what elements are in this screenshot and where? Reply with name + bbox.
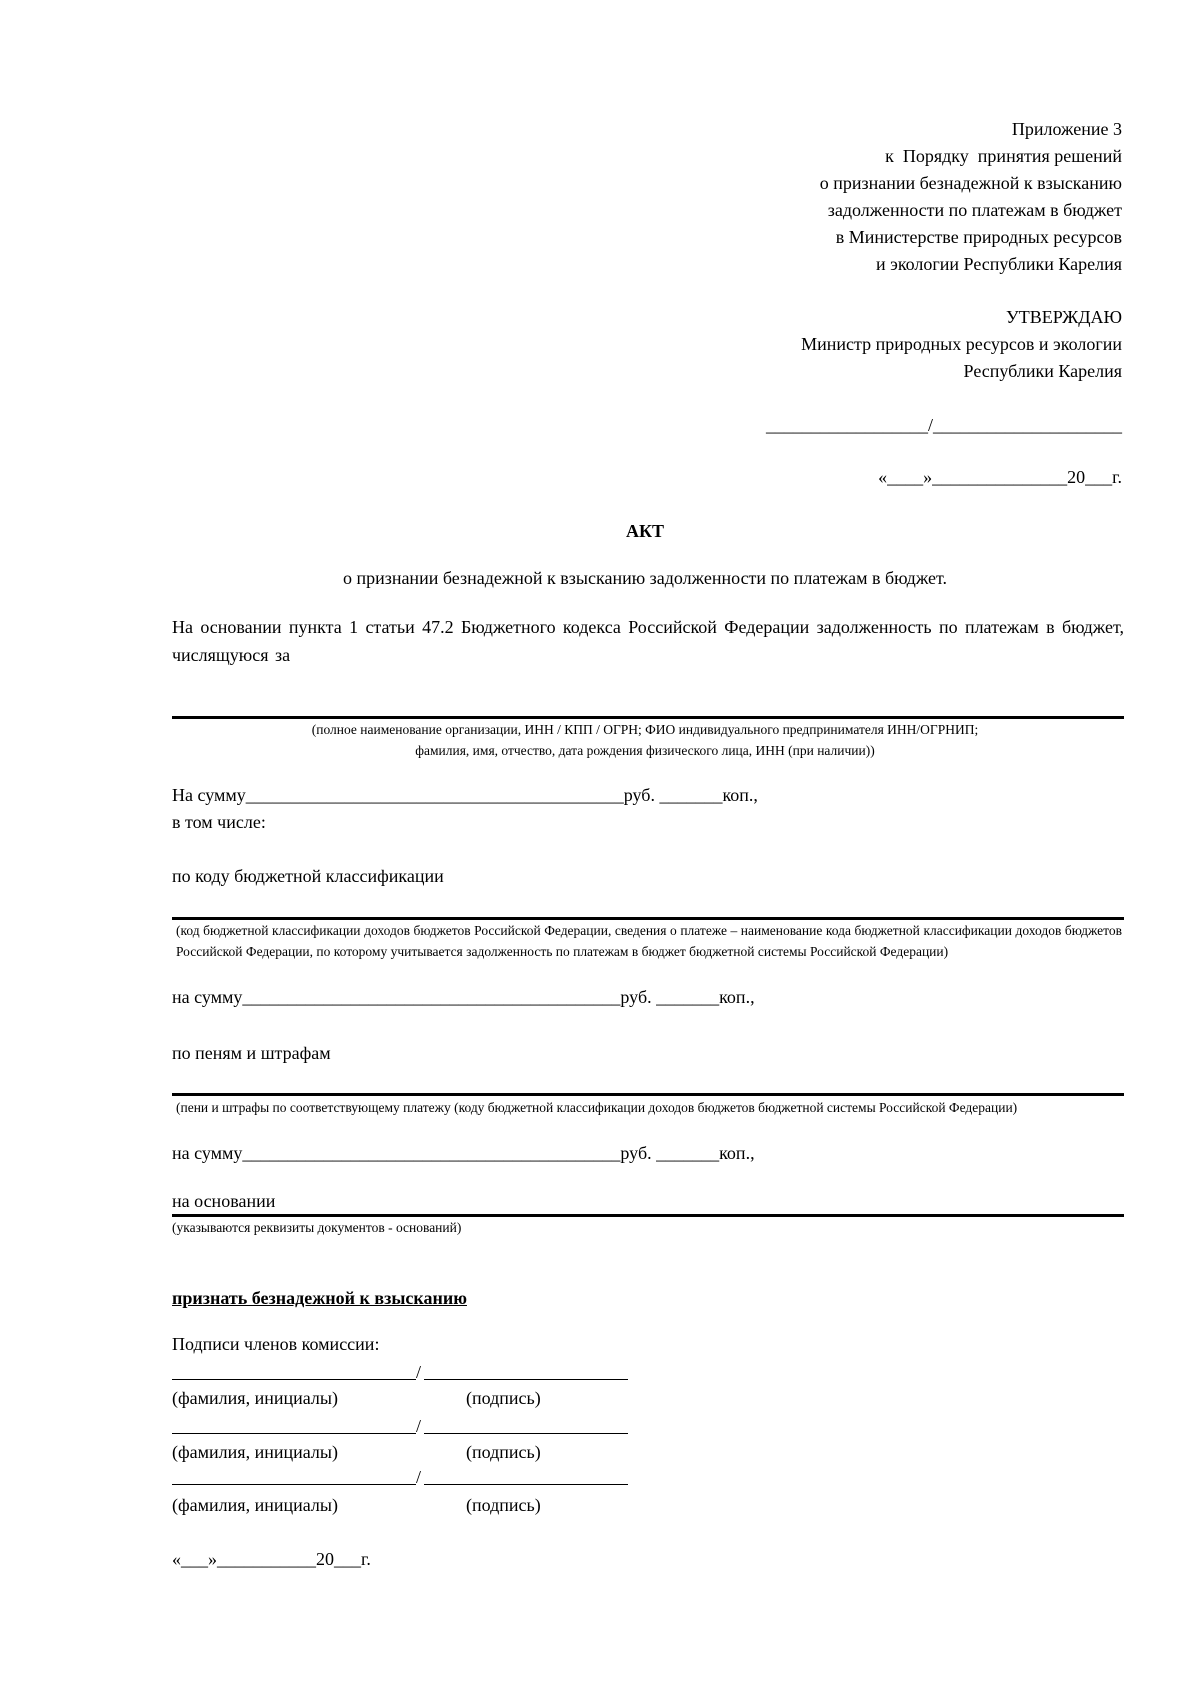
appendix-line-4: задолженности по платежам в бюджет: [827, 200, 1122, 220]
penalties-field-line[interactable]: [172, 1093, 1124, 1096]
member-2-sign-hint: (подпись): [466, 1442, 541, 1462]
member-1-sign-line[interactable]: [424, 1379, 628, 1380]
member-1-name-hint: (фамилия, инициалы): [172, 1388, 338, 1408]
org-hint-2: фамилия, имя, отчество, дата рождения физического лица, ИНН (при наличии)): [415, 743, 875, 758]
kbk-hint: (код бюджетной классификации доходов бюджетов Российской Федерации, сведения о платеже – наименование кода бюджетной классификации доходов бюджетов Российской Федерации, по которому учитывается задолженность по платежам в бюджет бюджетной системы Российской Федерации): [176, 923, 1122, 959]
member-3-sign-line[interactable]: [424, 1484, 628, 1485]
org-field-line[interactable]: [172, 716, 1124, 719]
commission-date-line[interactable]: «___»___________20___г.: [172, 1549, 371, 1569]
act-title: АКТ: [625, 521, 665, 541]
appendix-line-1: Приложение 3: [1011, 119, 1122, 139]
grounds-label: на основании: [172, 1191, 276, 1211]
act-subtitle: о признании безнадежной к взысканию задолженности по платежам в бюджет.: [342, 568, 948, 588]
appendix-line-6: и экологии Республики Карелия: [875, 254, 1122, 274]
member-3-name-line[interactable]: [172, 1484, 416, 1485]
member-2-sign-line[interactable]: [424, 1433, 628, 1434]
decision-text: признать безнадежной к взысканию: [172, 1288, 467, 1308]
approval-date-line[interactable]: «____»_______________20___г.: [878, 467, 1122, 487]
approval-title: УТВЕРЖДАЮ: [1005, 307, 1122, 327]
grounds-field-line[interactable]: [172, 1214, 1124, 1217]
grounds-hint: (указываются реквизиты документов - оснований): [172, 1220, 462, 1235]
member-1-sign-hint: (подпись): [466, 1388, 541, 1408]
kbk-label: по коду бюджетной классификации: [172, 866, 444, 886]
approval-position-2: Республики Карелия: [963, 361, 1122, 381]
org-hint-1: (полное наименование организации, ИНН / КПП / ОГРН; ФИО индивидуального предпринимателя ИНН/ОГРНИП;: [311, 722, 979, 737]
member-2-name-line[interactable]: [172, 1433, 416, 1434]
member-1-name-line[interactable]: [172, 1379, 416, 1380]
member-3-sign-hint: (подпись): [466, 1495, 541, 1515]
kbk-sum-line[interactable]: на сумму__________________________________________руб. _______коп.,: [172, 987, 755, 1007]
member-3-name-hint: (фамилия, инициалы): [172, 1495, 338, 1515]
appendix-line-3: о признании безнадежной к взысканию: [819, 173, 1122, 193]
sum-line[interactable]: На сумму__________________________________________руб. _______коп.,: [172, 785, 758, 805]
appendix-line-5: в Министерстве природных ресурсов: [835, 227, 1122, 247]
member-2-name-hint: (фамилия, инициалы): [172, 1442, 338, 1462]
appendix-line-2: к Порядку принятия решений: [885, 146, 1122, 166]
member-3-separator: /: [416, 1467, 422, 1487]
penalties-label: по пеням и штрафам: [172, 1043, 331, 1063]
penalties-hint: (пени и штрафы по соответствующему платежу (коду бюджетной классификации доходов бюджетов бюджетной системы Российской Федерации): [176, 1100, 1018, 1115]
member-1-separator: /: [416, 1362, 422, 1382]
approval-position-1: Министр природных ресурсов и экологии: [801, 334, 1122, 354]
member-2-separator: /: [416, 1416, 422, 1436]
commission-title: Подписи членов комиссии:: [172, 1334, 380, 1354]
approval-signature-line[interactable]: __________________/_____________________: [765, 415, 1122, 435]
including-label: в том числе:: [172, 812, 266, 832]
penalties-sum-line[interactable]: на сумму__________________________________________руб. _______коп.,: [172, 1143, 755, 1163]
basis-paragraph: На основании пункта 1 статьи 47.2 Бюджетного кодекса Российской Федерации задолженность по платежам в бюджет, числящуюся за: [172, 617, 1124, 665]
